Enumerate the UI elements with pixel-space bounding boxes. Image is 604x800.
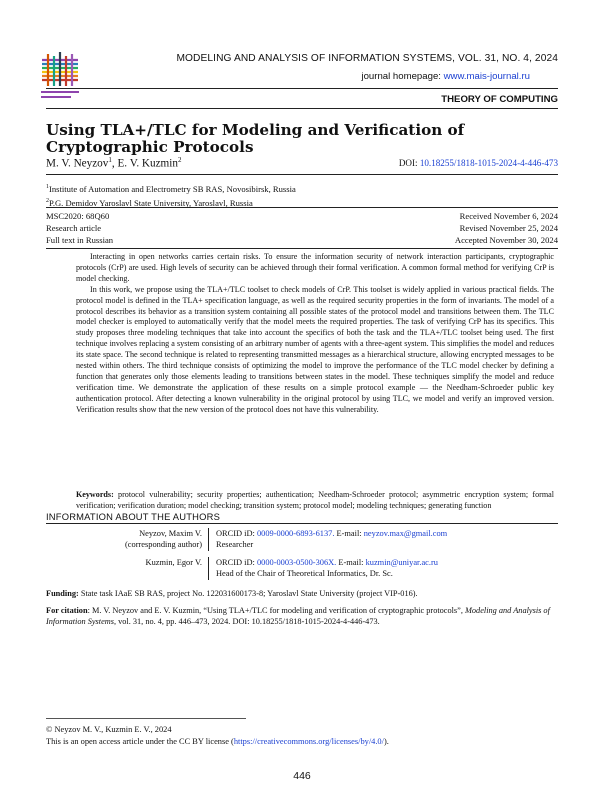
author-info-details: ORCID iD: 0009-0000-6893-6137. E-mail: neyzov.max@gmail.com Researcher — [216, 529, 448, 550]
author-separator: , — [111, 157, 118, 170]
orcid-link[interactable]: 0009-0000-6893-6137. — [256, 529, 335, 538]
keywords-text: protocol vulnerability; security properties; authentication; Needham-Schroeder protocol; asymmetric encryption system; formal verification; verification duration; model checking; transition system; protocol model; modeling techniques; generating function — [76, 490, 554, 510]
citation-label: For citation — [46, 606, 88, 615]
license-line: This is an open access article under the CC BY license (https://creativecommons.org/licenses/by/4.0/). — [46, 736, 389, 746]
affiliation-1: $^1$Institute of Automation and Electrometry SB RAS, Novosibirsk, Russia — [46, 183, 296, 194]
citation: For citation: M. V. Neyzov and E. V. Kuzmin, “Using TLA+/TLC for modeling and verification of cryptographic protocols”, Modeling and Analysis of Information Systems, vol. 31, no. 4, pp. 446–473, 2024. DOI: 10.18255/1818-1015-2024-4-446-473. — [46, 606, 550, 626]
orcid-link[interactable]: 0000-0003-0500-306X. — [256, 558, 337, 567]
abstract-paragraph: In this work, we propose using the TLA+/TLC toolset to check models of CrP. This toolset is widely applied in various practical fields. The protocol model is defined in the TLA+ specification language, as well as the required security properties in the form of invariants. The model of a protocol describes its behavior as a transition system containing all possible states of the protocol model and transitions between them. The TLC model checker is employed to automatically verify that the model meets the required properties. The task of verifying CrP has its specifics. This study proposes three modeling techniques that take into account the specifics of both the task and the TLA+/TLC toolset being used. The first technique involves replacing a system consisting of an arbitrary number of agents with a three-agent system. This simplifies the model and reduces its state space. The second technique is related to representing transmitted messages as a hierarchical structure, allowing encrypted messages to be nested within others. The third technique consists of optimizing the model to improve the performance of the TLC model checker by defining a function that generates only those elements leading to transitions between states in the model. These techniques simplify the model and reduce verification time. We demonstrate the application of these results on a simple protocol example — the Needham-Schroeder public key authentication protocol. After detecting a known vulnerability in the original protocol by using TLC, we model and verify an improved version. Verification results show that the new version of the protocol does not have this vulnerability. — [76, 284, 554, 414]
article-doi — [330, 158, 558, 168]
author-info-name: Neyzov, Maxim V. (corresponding author) — [125, 529, 202, 550]
doi-link[interactable]: 10.18255/1818-1015-2024-4-446-473 — [419, 158, 558, 168]
article-title: Using TLA+/TLC for Modeling and Verification of Cryptographic Protocols — [46, 121, 465, 156]
authors-info-heading: INFORMATION ABOUT THE AUTHORS — [46, 511, 221, 522]
journal-name-italic: Modeling and Analysis of Information Systems — [46, 606, 550, 626]
journal-logo-icon — [38, 46, 86, 108]
affil-marker: 2 — [177, 156, 182, 164]
funding — [46, 589, 556, 598]
authors-info-rule — [46, 523, 558, 524]
affiliation-2: $^2$P.G. Demidov Yaroslavl State University, Yaroslavl, Russia — [46, 198, 253, 209]
abstract-paragraph: Interacting in open networks carries certain risks. To ensure the information security of network interaction participants, cryptographic protocols (CrP) are used. High levels of security can be achieved through their formal verification. A common formal method for verifying CrP is model checking. — [76, 252, 554, 283]
section-rule — [46, 108, 558, 109]
email-link[interactable]: kuzmin@uniyar.ac.ru — [365, 558, 438, 567]
meta-rule — [46, 248, 558, 249]
msc-code: MSC2020: 68Q60 — [46, 211, 110, 221]
article-language: Full text in Russian — [46, 235, 114, 246]
section-label: THEORY OF COMPUTING — [441, 94, 558, 105]
article-meta — [46, 210, 113, 247]
affil-rule — [46, 207, 558, 208]
doi-label: DOI: — [398, 158, 418, 168]
abstract — [76, 252, 554, 416]
funding-text: State task IAaE SB RAS, project No. 122031600173-8; Yaroslavl State University (project VIP-016). — [80, 589, 418, 598]
affiliations — [46, 181, 546, 210]
author-name: M. V. Neyzov — [46, 157, 109, 170]
revised-date: Revised November 25, 2024 — [459, 223, 558, 234]
title-rule — [46, 174, 558, 175]
author-info-divider — [208, 528, 209, 551]
article-dates — [330, 210, 558, 247]
homepage-link[interactable]: www.mais-journal.ru — [443, 71, 530, 82]
header-rule — [46, 88, 558, 89]
homepage-label: journal homepage: — [361, 71, 441, 82]
journal-name: MODELING AND ANALYSIS OF INFORMATION SYSTEMS, VOL. 31, NO. 4, 2024 — [176, 53, 558, 64]
article-type: Research article — [46, 223, 102, 234]
copyright — [46, 724, 389, 747]
author-info-details: ORCID iD: 0000-0003-0500-306X. E-mail: kuzmin@uniyar.ac.ru Head of the Chair of Theoretical Informatics, Dr. Sc. — [216, 558, 438, 579]
email-link[interactable]: neyzov.max@gmail.com — [363, 529, 448, 538]
author-name: E. V. Kuzmin — [117, 157, 178, 170]
page-number: 446 — [293, 770, 311, 782]
received-date: Received November 6, 2024 — [459, 211, 558, 221]
keywords-label: Keywords: — [76, 490, 114, 499]
author-info-name: Kuzmin, Egor V. — [145, 558, 202, 567]
article-authors — [46, 156, 181, 170]
author-info-divider — [208, 557, 209, 580]
journal-homepage — [230, 71, 530, 82]
copyright-line: © Neyzov M. V., Kuzmin E. V., 2024 — [46, 725, 172, 734]
footer-rule — [46, 718, 246, 719]
funding-label: Funding: — [46, 589, 79, 598]
accepted-date: Accepted November 30, 2024 — [454, 235, 558, 246]
affil-marker: 1 — [108, 156, 112, 164]
keywords — [76, 490, 554, 512]
license-link[interactable]: https://creativecommons.org/licenses/by/4.0/ — [233, 736, 384, 746]
